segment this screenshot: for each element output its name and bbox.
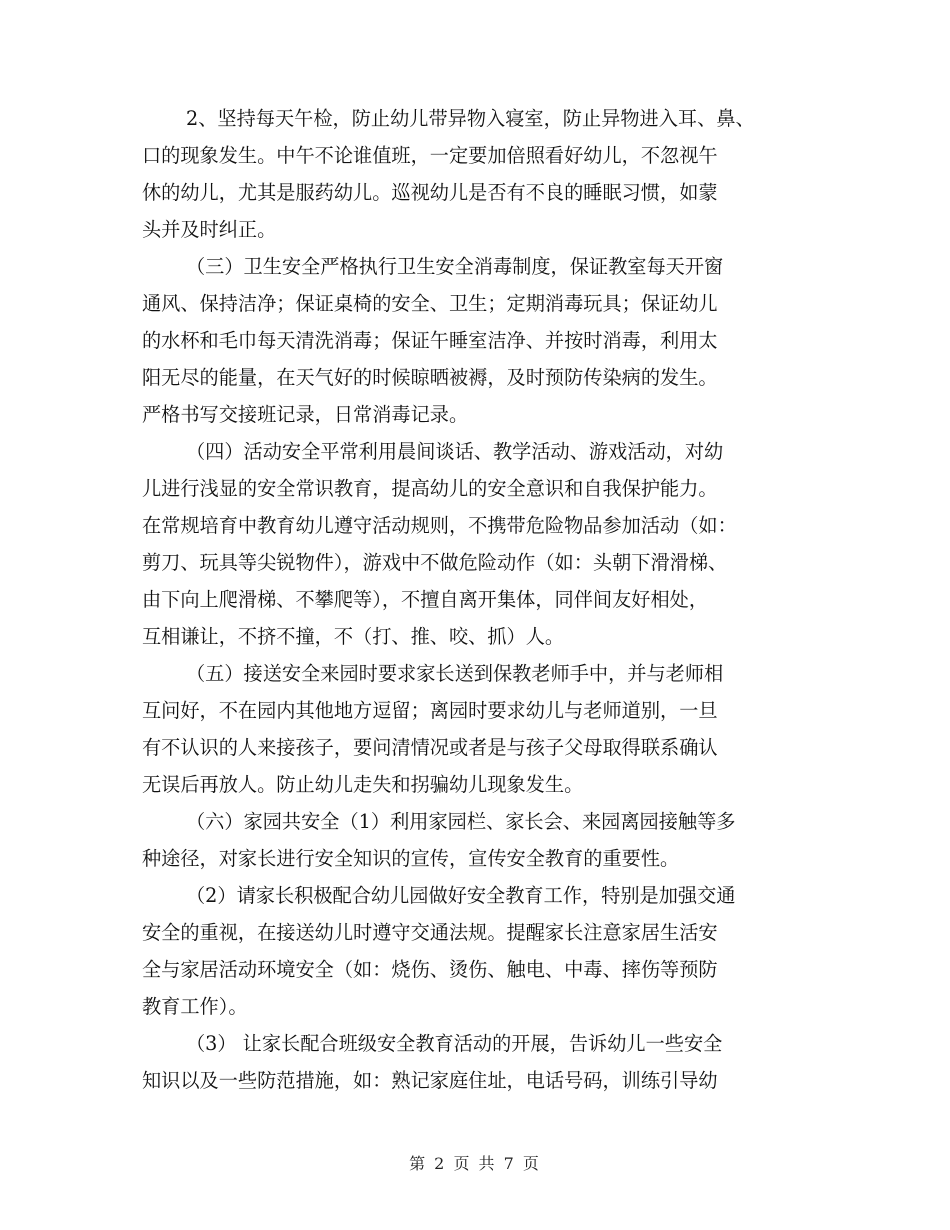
paragraph-line: 严格书写交接班记录，日常消毒记录。 xyxy=(142,403,469,426)
paragraph-line: 休的幼儿，尤其是服药幼儿。巡视幼儿是否有不良的睡眠习惯，如蒙 xyxy=(142,181,718,204)
paragraph-line: 的水杯和毛巾每天清洗消毒；保证午睡室洁净、并按时消毒，利用太 xyxy=(142,329,718,352)
paragraph-line: （六）家园共安全（1）利用家园栏、家长会、来园离园接触等多 xyxy=(186,810,736,833)
paragraph-line: （2）请家长积极配合幼儿园做好安全教育工作，特别是加强交通 xyxy=(186,884,736,907)
paragraph-line: 2、坚持每天午检，防止幼儿带异物入寝室，防止异物进入耳、鼻、 xyxy=(186,107,755,130)
paragraph-line: 互问好，不在园内其他地方逗留；离园时要求幼儿与老师道别，一旦 xyxy=(142,699,718,722)
paragraph-line: 安全的重视，在接送幼儿时遵守交通法规。提醒家长注意家居生活安 xyxy=(142,921,718,944)
paragraph-line: 有不认识的人来接孩子，要问清情况或者是与孩子父母取得联系确认 xyxy=(142,736,718,759)
paragraph-line: 头并及时纠正。 xyxy=(142,218,277,241)
paragraph-line: 全与家居活动环境安全（如：烧伤、烫伤、触电、中毒、摔伤等预防 xyxy=(142,958,718,981)
paragraph-line: 由下向上爬滑梯、不攀爬等），不擅自离开集体，同伴间友好相处， xyxy=(142,588,709,611)
paragraph-line: （三）卫生安全严格执行卫生安全消毒制度，保证教室每天开窗 xyxy=(186,255,724,278)
paragraph-line: 互相谦让，不挤不撞，不（打、推、咬、抓）人。 xyxy=(142,625,565,648)
paragraph-line: 在常规培育中教育幼儿遵守活动规则，不携带危险物品参加活动（如： xyxy=(142,514,737,537)
paragraph-line: （3） 让家长配合班级安全教育活动的开展，告诉幼儿一些安全 xyxy=(186,1032,723,1055)
paragraph-line: 无误后再放人。防止幼儿走失和拐骗幼儿现象发生。 xyxy=(142,773,584,796)
page-number-footer: 第 2 页 共 7 页 xyxy=(409,1154,541,1173)
paragraph-line: 种途径，对家长进行安全知识的宣传，宣传安全教育的重要性。 xyxy=(142,847,680,870)
paragraph-line: 口的现象发生。中午不论谁值班，一定要加倍照看好幼儿，不忽视午 xyxy=(142,144,718,167)
paragraph-line: 剪刀、玩具等尖锐物件），游戏中不做危险动作（如：头朝下滑滑梯、 xyxy=(142,551,728,574)
paragraph-line: 儿进行浅显的安全常识教育，提高幼儿的安全意识和自我保护能力。 xyxy=(142,477,718,500)
paragraph-line: 知识以及一些防范措施，如：熟记家庭住址，电话号码，训练引导幼 xyxy=(142,1069,718,1092)
paragraph-line: （五）接送安全来园时要求家长送到保教老师手中，并与老师相 xyxy=(186,662,724,685)
paragraph-line: 阳无尽的能量，在天气好的时候晾晒被褥，及时预防传染病的发生。 xyxy=(142,366,718,389)
paragraph-line: 通风、保持洁净；保证桌椅的安全、卫生；定期消毒玩具；保证幼儿 xyxy=(142,292,718,315)
document-body xyxy=(142,100,842,1099)
paragraph-line: （四）活动安全平常利用晨间谈话、教学活动、游戏活动，对幼 xyxy=(186,440,724,463)
paragraph-line: 教育工作）。 xyxy=(142,995,248,1018)
